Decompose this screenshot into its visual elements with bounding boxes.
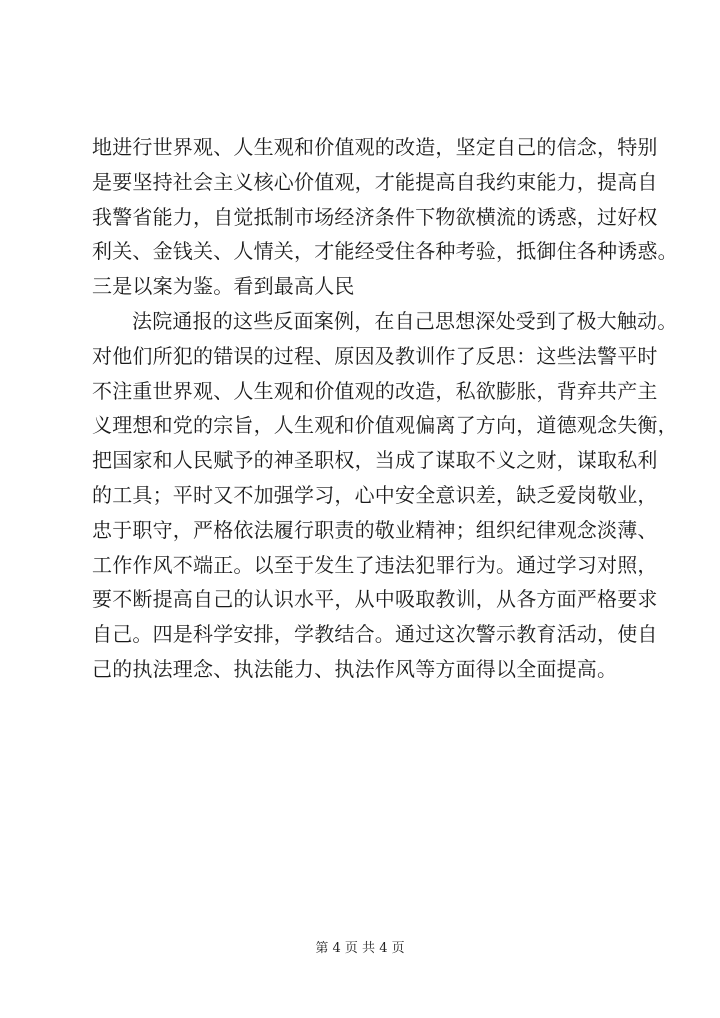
text-line: 我警省能力，自觉抵制市场经济条件下物欲横流的诱惑，过好权 xyxy=(92,204,658,229)
text-line: 对他们所犯的错误的过程、原因及教训作了反思：这些法警平时 xyxy=(92,343,658,368)
text-line: 义理想和党的宗旨，人生观和价值观偏离了方向，道德观念失衡， xyxy=(92,413,678,438)
page-number-label: 第 4 页 共 4 页 xyxy=(315,941,405,956)
text-line: 法院通报的这些反面案例，在自己思想深处受到了极大触动。 xyxy=(132,308,678,333)
text-line: 是要坚持社会主义核心价值观，才能提高自我约束能力，提高自 xyxy=(92,169,658,194)
text-line: 要不断提高自己的认识水平，从中吸取教训，从各方面严格要求 xyxy=(92,587,658,612)
text-line: 自己。四是科学安排，学教结合。通过这次警示教育活动，使自 xyxy=(92,622,658,647)
text-line: 己的执法理念、执法能力、执法作风等方面得以全面提高。 xyxy=(92,656,618,681)
text-line: 忠于职守，严格依法履行职责的敬业精神；组织纪律观念淡薄、 xyxy=(92,517,658,542)
text-line: 利关、金钱关、人情关，才能经受住各种考验，抵御住各种诱惑。 xyxy=(92,239,678,264)
text-line: 把国家和人民赋予的神圣职权，当成了谋取不义之财，谋取私利 xyxy=(92,448,658,473)
text-line: 的工具；平时又不加强学习，心中安全意识差，缺乏爱岗敬业， xyxy=(92,482,658,507)
body-text xyxy=(92,130,678,687)
text-line: 地进行世界观、人生观和价值观的改造，坚定自己的信念，特别 xyxy=(92,135,658,159)
page-footer xyxy=(0,940,720,958)
text-line: 三是以案为鉴。看到最高人民 xyxy=(92,274,355,299)
text-line: 不注重世界观、人生观和价值观的改造，私欲膨胀，背弃共产主 xyxy=(92,378,658,403)
text-line: 工作作风不端正。以至于发生了违法犯罪行为。通过学习对照， xyxy=(92,552,658,577)
